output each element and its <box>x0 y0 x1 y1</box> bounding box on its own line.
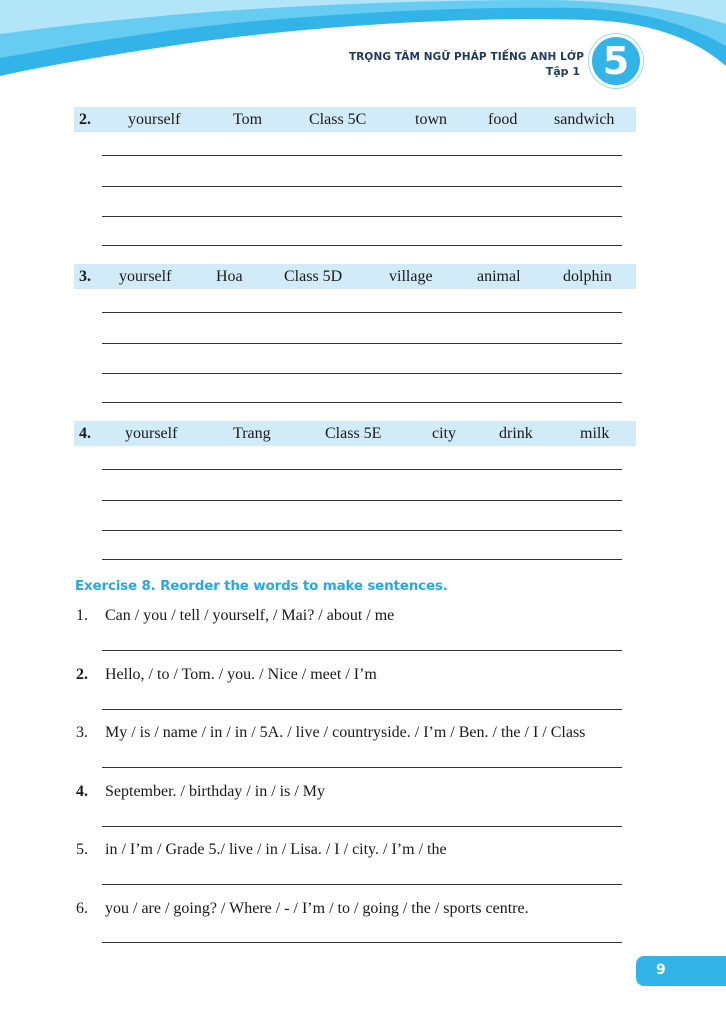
question-number: 2. <box>76 666 88 683</box>
question-number: 4. <box>76 783 88 800</box>
page-number: 9 <box>656 962 666 978</box>
task-cell: town <box>415 111 447 128</box>
answer-line[interactable] <box>102 530 622 531</box>
task-cell: Class 5E <box>325 425 382 442</box>
question-number: 6. <box>76 900 88 917</box>
task-number: 4. <box>79 425 91 442</box>
task-cell: yourself <box>119 268 172 285</box>
book-volume: Tập 1 <box>545 65 580 78</box>
answer-line[interactable] <box>102 216 622 217</box>
task-cell: Hoa <box>216 268 243 285</box>
task-cell: Class 5C <box>309 111 367 128</box>
answer-line[interactable] <box>102 186 622 187</box>
task-cell: village <box>389 268 433 285</box>
answer-line[interactable] <box>102 312 622 313</box>
answer-line[interactable] <box>102 884 622 885</box>
question-text: Hello, / to / Tom. / you. / Nice / meet / I’m <box>105 666 377 683</box>
question-text: Can / you / tell / yourself, / Mai? / about / me <box>105 607 395 624</box>
answer-line[interactable] <box>102 469 622 470</box>
answer-line[interactable] <box>102 709 622 710</box>
task-cell: Trang <box>233 425 271 442</box>
task-cell: milk <box>580 425 610 442</box>
task-cell: yourself <box>128 111 181 128</box>
question-number: 3. <box>76 724 88 741</box>
task-cell: Tom <box>233 111 263 128</box>
question-text: My / is / name / in / in / 5A. / live / countryside. / I’m / Ben. / the / I / Class <box>105 724 586 741</box>
answer-line[interactable] <box>102 500 622 501</box>
question-number: 1. <box>76 607 88 624</box>
question-text: September. / birthday / in / is / My <box>105 783 325 800</box>
answer-line[interactable] <box>102 942 622 943</box>
answer-line[interactable] <box>102 343 622 344</box>
task-cell: city <box>432 425 456 442</box>
task-bar-2 <box>74 107 636 132</box>
answer-line[interactable] <box>102 245 622 246</box>
task-number: 3. <box>79 268 91 285</box>
task-cell: food <box>488 111 518 128</box>
task-cell: dolphin <box>563 268 612 285</box>
task-cell: yourself <box>125 425 178 442</box>
answer-line[interactable] <box>102 826 622 827</box>
task-cell: animal <box>477 268 521 285</box>
answer-line[interactable] <box>102 559 622 560</box>
question-number: 5. <box>76 841 88 858</box>
answer-line[interactable] <box>102 767 622 768</box>
grade-badge: 5 <box>589 34 643 88</box>
task-bar-3 <box>74 264 636 289</box>
task-cell: Class 5D <box>284 268 343 285</box>
page-number-tab <box>636 956 726 986</box>
task-cell: drink <box>499 425 533 442</box>
answer-line[interactable] <box>102 650 622 651</box>
question-text: you / are / going? / Where / - / I’m / to / going / the / sports centre. <box>105 900 529 917</box>
task-bar-4 <box>74 421 636 446</box>
book-title: TRỌNG TÂM NGỮ PHÁP TIẾNG ANH LỚP <box>348 51 584 63</box>
task-number: 2. <box>79 111 91 128</box>
answer-line[interactable] <box>102 373 622 374</box>
exercise-title: Exercise 8. Reorder the words to make sentences. <box>75 578 448 594</box>
answer-line[interactable] <box>102 155 622 156</box>
question-text: in / I’m / Grade 5./ live / in / Lisa. / I / city. / I’m / the <box>105 841 447 858</box>
task-cell: sandwich <box>554 111 615 128</box>
answer-line[interactable] <box>102 402 622 403</box>
